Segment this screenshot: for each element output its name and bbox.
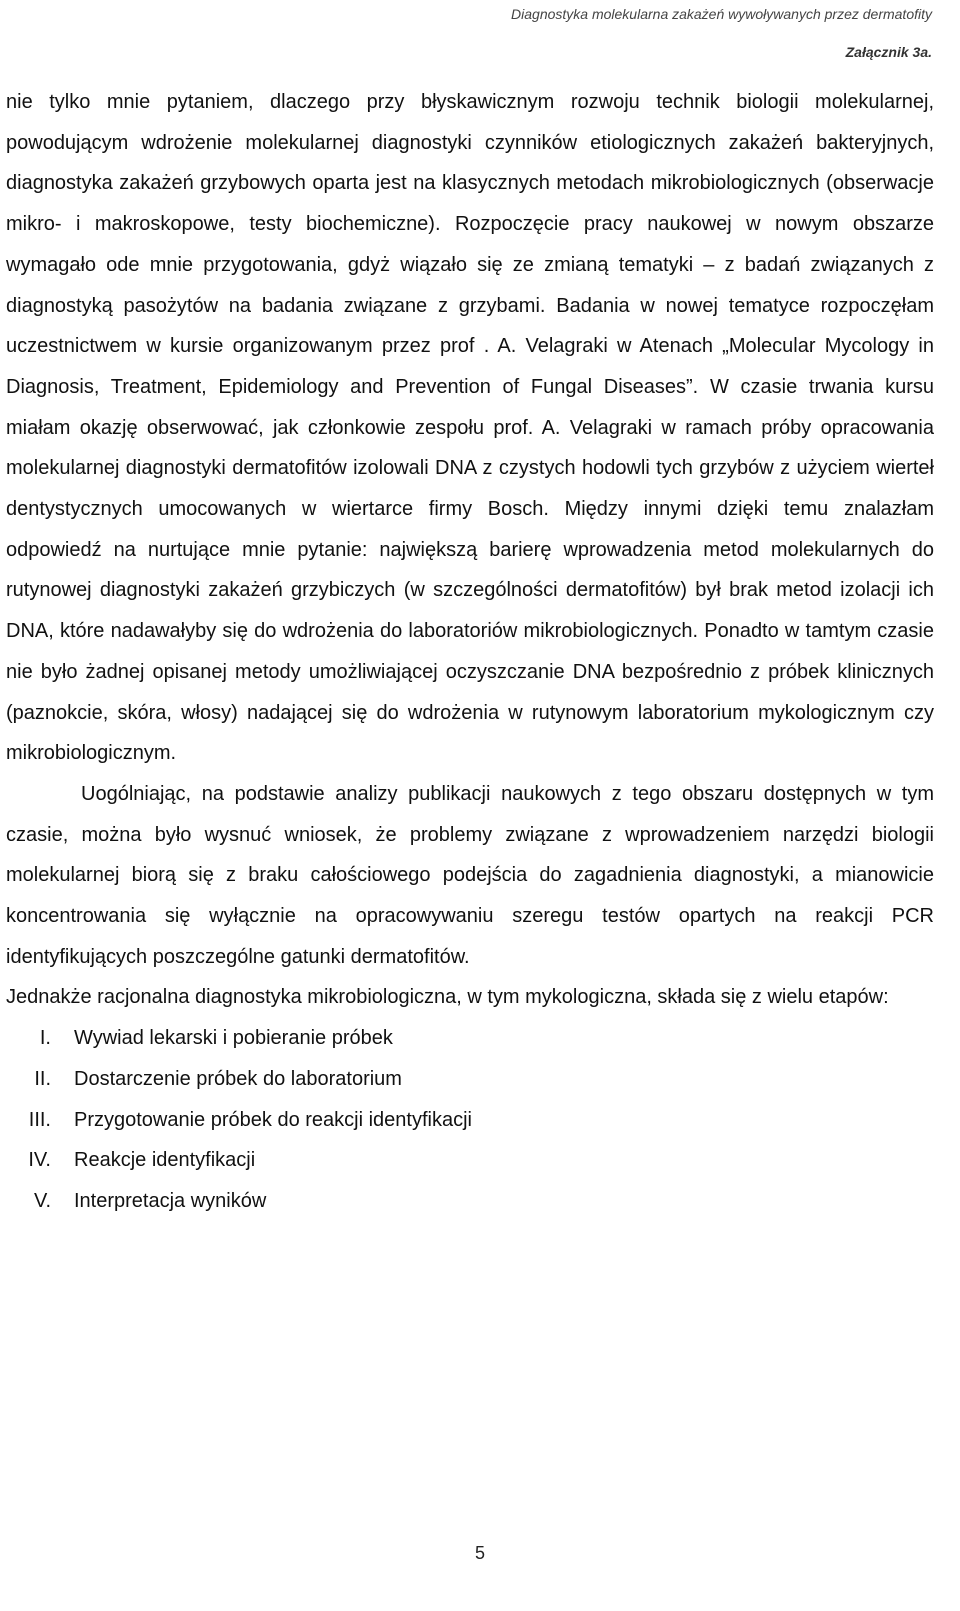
list-item-number: V. (33, 1189, 51, 1212)
list-item (6, 1059, 934, 1100)
list-item (6, 1140, 934, 1181)
paragraph: Jednakże racjonalna diagnostyka mikrobiologiczna, w tym mykologiczna, składa się z wielu etapów: (6, 986, 889, 1009)
list-item-text: Reakcje identyfikacji (74, 1149, 256, 1172)
list-item-number: III. (28, 1108, 51, 1131)
running-header-title: Diagnostyka molekularna zakażeń wywoływanych przez dermatofity (511, 6, 932, 22)
list-item-text: Przygotowanie próbek do reakcji identyfikacji (74, 1108, 472, 1131)
list-item-number: IV. (28, 1149, 51, 1172)
page-number: 5 (474, 1543, 485, 1563)
diagnostic-steps-list (6, 1018, 934, 1221)
paragraph: nie tylko mnie pytaniem, dlaczego przy błyskawicznym rozwoju technik biologii molekularnej, powodującym wdrożenie molekularnej diagnostyki czynników etiologicznych zakażeń bakteryjnych, diagnostyka zakażeń grzybowych oparta jest na klasycznych metodach mikrobiologicznych (obserwacje mikro- i makroskopowe, testy biochemiczne). Rozpoczęcie pracy naukowej w nowym obszarze wymagało ode mnie przygotowania, gdyż wiązało się ze zmianą tematyki – z badań związanych z diagnostyką pasożytów na badania związane z grzybami. Badania w nowej tematyce rozpoczęłam uczestnictwem w kursie organizowanym przez prof . A. Velagraki w Atenach „Molecular Mycology in Diagnosis, Treatment, Epidemiology and Prevention of Fungal Diseases”. W czasie trwania kursu miałam okazję obserwować, jak członkowie zespołu prof. A. Velagraki w ramach próby opracowania molekularnej diagnostyki dermatofitów izolowali DNA z czystych hodowli tych grzybów z użyciem wierteł dentystycznych umocowanych w wiertarce firmy Bosch. Między innymi dzięki temu znalazłam odpowiedź na nurtujące mnie pytanie: największą barierę wprowadzenia metod molekularnych do rutynowej diagnostyki zakażeń grzybiczych (w szczególności dermatofitów) był brak metod izolacji ich DNA, które nadawałyby się do wdrożenia do laboratoriów mikrobiologicznych. Ponadto w tamtym czasie nie było żadnej opisanej metody umożliwiającej oczyszczanie DNA bezpośrednio z próbek klinicznych (paznokcie, skóra, włosy) nadającej się do wdrożenia w rutynowym laboratorium mykologicznym czy mikrobiologicznym. (6, 91, 934, 765)
list-item-number: I. (39, 1027, 51, 1050)
list-item (6, 1100, 934, 1141)
paragraph: Uogólniając, na podstawie analizy publikacji naukowych z tego obszaru dostępnych w tym czasie, można było wysnuć wniosek, że problemy związane z wprowadzeniem narzędzi biologii molekularnej biorą się z braku całościowego podejścia do zagadnienia diagnostyki, a mianowicie koncentrowania się wyłącznie na opracowywaniu szeregu testów opartych na reakcji PCR identyfikujących poszczególne gatunki dermatofitów. (6, 782, 934, 968)
list-item-text: Interpretacja wyników (74, 1189, 267, 1212)
list-item-number: II. (34, 1067, 51, 1090)
document-body (6, 82, 934, 1222)
list-item (6, 1181, 934, 1222)
attachment-label: Załącznik 3a. (845, 44, 932, 60)
list-item-text: Wywiad lekarski i pobieranie próbek (74, 1027, 393, 1050)
list-item (6, 1018, 934, 1059)
list-item-text: Dostarczenie próbek do laboratorium (74, 1067, 402, 1090)
